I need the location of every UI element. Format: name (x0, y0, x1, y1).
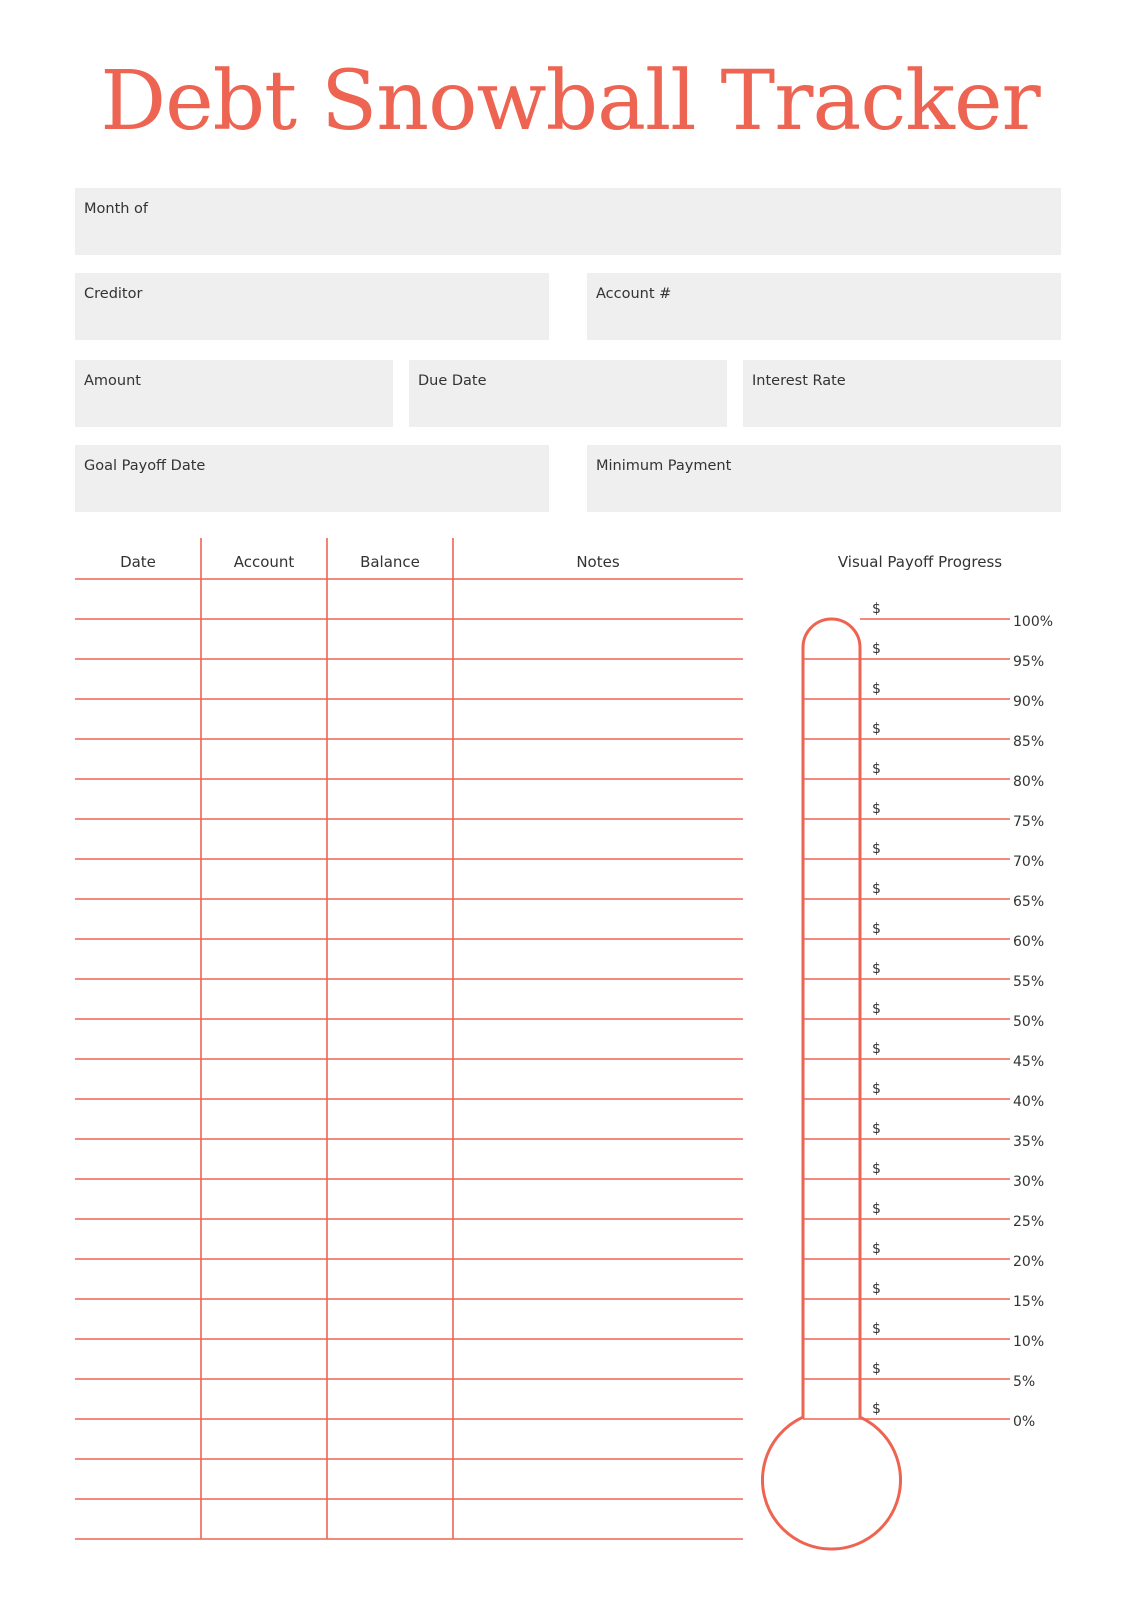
level-dollar-sign: $ (872, 641, 881, 657)
level-label: 95% (1013, 654, 1045, 670)
level-label: 75% (1013, 814, 1045, 830)
level-label: 30% (1013, 1174, 1045, 1190)
level-dollar-sign: $ (872, 1201, 881, 1217)
level-dollar-sign: $ (872, 1041, 881, 1057)
level-dollar-sign: $ (872, 1321, 881, 1337)
due-date-label: Due Date (418, 373, 487, 389)
level-label: 5% (1013, 1374, 1036, 1390)
level-dollar-sign: $ (872, 801, 881, 817)
account-number-label: Account # (596, 286, 672, 302)
level-label: 80% (1013, 774, 1045, 790)
level-label: 20% (1013, 1254, 1045, 1270)
level-label: 50% (1013, 1014, 1045, 1030)
level-dollar-sign: $ (872, 1281, 881, 1297)
level-dollar-sign: $ (872, 921, 881, 937)
interest-rate-label: Interest Rate (752, 373, 846, 389)
level-dollar-sign: $ (872, 761, 881, 777)
level-label: 10% (1013, 1334, 1045, 1350)
level-label: 70% (1013, 854, 1045, 870)
column-header-notes: Notes (576, 553, 620, 571)
level-label: 55% (1013, 974, 1045, 990)
level-label: 100% (1013, 614, 1054, 630)
amount-label: Amount (84, 373, 141, 389)
level-label: 90% (1013, 694, 1045, 710)
level-label: 25% (1013, 1214, 1045, 1230)
level-dollar-sign: $ (872, 1241, 881, 1257)
level-label: 45% (1013, 1054, 1045, 1070)
level-label: 0% (1013, 1414, 1036, 1430)
level-label: 85% (1013, 734, 1045, 750)
level-dollar-sign: $ (872, 1081, 881, 1097)
level-dollar-sign: $ (872, 1121, 881, 1137)
column-header-balance: Balance (360, 553, 420, 571)
level-label: 60% (1013, 934, 1045, 950)
column-header-date: Date (120, 553, 156, 571)
level-label: 65% (1013, 894, 1045, 910)
level-label: 40% (1013, 1094, 1045, 1110)
minimum-payment-label: Minimum Payment (596, 458, 732, 474)
level-label: 35% (1013, 1134, 1045, 1150)
level-dollar-sign: $ (872, 961, 881, 977)
goal-payoff-date-label: Goal Payoff Date (84, 458, 206, 474)
chart-title: Visual Payoff Progress (837, 553, 1003, 571)
level-dollar-sign: $ (872, 721, 881, 737)
page-title: Debt Snowball Tracker (100, 54, 1040, 149)
level-dollar-sign: $ (872, 841, 881, 857)
level-dollar-sign: $ (872, 1001, 881, 1017)
month-of-label: Month of (84, 201, 149, 217)
level-label: 15% (1013, 1294, 1045, 1310)
column-header-account: Account (233, 553, 295, 571)
level-dollar-sign: $ (872, 1161, 881, 1177)
creditor-label: Creditor (84, 286, 143, 302)
level-dollar-sign: $ (872, 1361, 881, 1377)
level-dollar-sign: $ (872, 601, 881, 617)
level-dollar-sign: $ (872, 881, 881, 897)
level-dollar-sign: $ (872, 681, 881, 697)
level-dollar-sign: $ (872, 1401, 881, 1417)
